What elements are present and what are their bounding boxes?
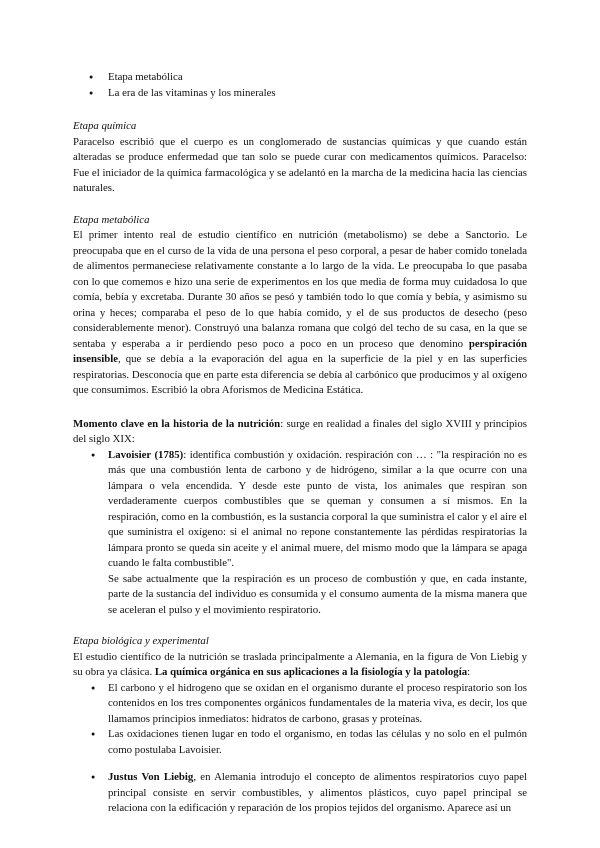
list-paragraph: ● El carbono y el hidrogeno que se oxidan en el organismo durante el proceso respiratorio son los contenidos en los tres componentes orgánicos fundamentales de la materia viva, es decir, los que llamamos principios inmediatos: hidratos de carbono, grasas y proteínas. bbox=[108, 681, 527, 725]
biologica-bullet-list bbox=[73, 681, 527, 759]
section-paragraph: Paracelso escribió que el cuerpo es un conglomerado de sustancias químicas y que cuando están alteradas se produce enfermedad que tan solo se puede curar con medicamentos químicos. Paracelso: Fue el iniciador de la química farmacológica y se adelantó en la marcha de la medicina hacia las ciencias naturales. bbox=[73, 135, 527, 194]
intro-bullet-list bbox=[73, 70, 527, 101]
list-item bbox=[108, 770, 527, 817]
list-item bbox=[108, 448, 527, 572]
section-paragraph bbox=[73, 417, 527, 448]
paragraph-text: , que se debía a la evaporación del agua en la superficie de la piel y en las superficies respiratorias. Desconocía que en parte esta diferencia se debía al carbónico que producimos y al oxígeno que consumimos. Escribió la obra Aforismos de Medicina Estática. bbox=[73, 353, 527, 396]
list-paragraph: ● Las oxidaciones tienen lugar en todo el organismo, en todas las células y no solo en el pulmón como postulaba Lavoisier. bbox=[108, 728, 527, 756]
paragraph-text: : bbox=[467, 666, 471, 678]
list-item bbox=[108, 727, 527, 758]
momento-bullet-list bbox=[73, 448, 527, 572]
paragraph-text: : identifica combustión y oxidación. respiración con … : "la respiración no es más que una combustión lenta de carbono y de hidrógeno, similar a la que ocurre con una lámpara o vela encendida. Y desde este punto de vista, los animales que respiran son verdaderamente cuerpos combustibles que se queman y consumen a sí mismos. En la respiración, como en la combustión, es la sustancia corporal la que suministra el calor y el aire el que suministra el oxígeno: si el animal no repone constantemente las pérdidas respiratorias la lámpara pronto se queda sin aceite y el animal muere, del mismo modo que la lámpara se apaga cuando le falta combustible". bbox=[108, 448, 527, 569]
liebig-bullet-list bbox=[73, 770, 527, 817]
list-item: ● La era de las vitaminas y los minerales bbox=[73, 86, 527, 102]
spacer bbox=[73, 758, 527, 770]
paragraph-text: El primer intento real de estudio científico en nutrición (metabolismo) se debe a Sanctorio. Le preocupaba que en el curso de la vida de una persona el peso corporal, a pesar de haber comido tonelada de alimentos permaneciese relativamente constante a lo largo de la vida. Le preocupaba lo que pasaba con lo que comemos e hizo una serie de experimentos en los que media de forma muy cuidadosa lo que comía, bebía y excretaba. Durante 30 años se pesó y también todo lo que comía y bebía, y asimismo su orina y heces; comparaba el peso de lo que había comido, y el de sus productos de desecho (peso considerablemente menor). Construyó una balanza romana que colgó del techo de su casa, en la que se sentaba y esperaba a ir perdiendo peso poco a poco en un proceso que denomino bbox=[73, 229, 527, 350]
section-heading: Etapa química bbox=[73, 120, 137, 132]
paragraph-text: , en Alemania introdujo el concepto de alimentos respiratorios cuyo papel principal consiste en servir combustibles, y alimentos plásticos, cuyo papel principal se relaciona con la edificación y reparación de los propios tejidos del organismo. Aparece así un bbox=[108, 771, 527, 814]
paragraph-text: El estudio científico de la nutrición se traslada principalmente a Alemania, en la figura de Von Liebig y su obra ya clásica. bbox=[73, 650, 527, 678]
paragraph-text: : surge en realidad a finales del siglo XVIII y principios del siglo XIX: bbox=[73, 417, 527, 445]
section-heading: Etapa biológica y experimental bbox=[73, 635, 209, 647]
bold-lead: Momento clave en la historia de la nutrición bbox=[73, 417, 281, 430]
section-metabolica bbox=[73, 213, 527, 399]
section-biologica bbox=[73, 634, 527, 817]
bold-name: Justus Von Liebig bbox=[108, 771, 194, 783]
section-quimica bbox=[73, 119, 527, 197]
section-paragraph bbox=[73, 228, 527, 399]
bold-name: Lavoisier (1785) bbox=[108, 448, 184, 461]
bold-title: La química orgánica en sus aplicaciones a la fisiología y la patología bbox=[154, 666, 468, 678]
list-paragraph bbox=[108, 448, 527, 572]
document-content bbox=[73, 70, 527, 817]
list-item: ● Etapa metabólica bbox=[73, 70, 527, 86]
section-paragraph bbox=[73, 650, 527, 681]
list-item bbox=[108, 681, 527, 728]
section-heading: Etapa metabólica bbox=[73, 213, 150, 226]
bold-term: perspiración insensible bbox=[73, 337, 528, 365]
section-momento bbox=[73, 417, 527, 619]
list-paragraph bbox=[108, 770, 527, 817]
section-paragraph: Se sabe actualmente que la respiración es un proceso de combustión y que, en cada instante, parte de la sustancia del individuo es consumida y el consumo aumenta de la misma manera que se aceleran el pulso y el movimiento respiratorio. bbox=[108, 572, 527, 616]
